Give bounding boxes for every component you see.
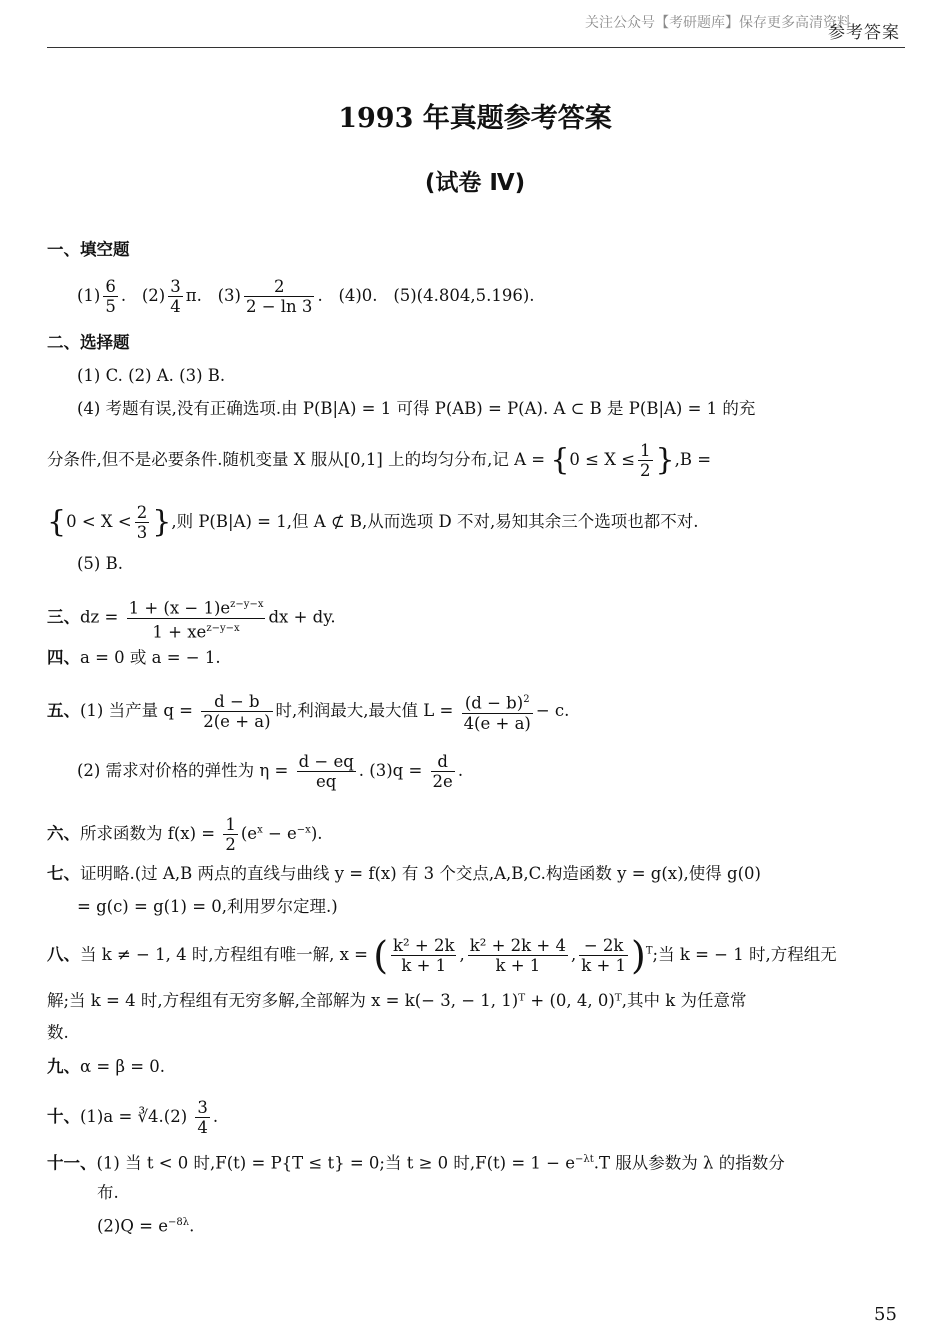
answer-4: 四、a = 0 或 a = − 1. (47, 648, 221, 667)
fill-2-label: (2) (141, 286, 166, 305)
fraction: $\frac{6}{5}$ (105, 277, 116, 316)
fill-5-answer: (5)(4.804,5.196). (393, 286, 535, 305)
answer-10: 十、(1)a = ∛4.(2) $\frac{3}{4}$ . (47, 1098, 219, 1137)
fill-answers: (1) $\frac{6}{5}$ . (2) $\frac{3}{4}$ π. (3) $\frac{2}{2 - \ln 3}$ . (4)0. (5)(4.804,5.196). (77, 277, 535, 316)
page-subtitle: (试卷 Ⅳ) (424, 170, 526, 196)
fill-3-label: (3) (217, 286, 241, 305)
answer-8-line-2: 解;当 k = 4 时,方程组有无穷多解,全部解为 x = k(− 3, − 1, 1)ᵀ + (0, 4, 0)ᵀ,其中 k 为任意常 (47, 991, 747, 1010)
answer-9: 九、α = β = 0. (47, 1057, 166, 1076)
fraction: $\frac{2}{2 - \ln 3}$ (245, 277, 313, 316)
answer-8-line-1: 八、当 k ≠ − 1, 4 时,方程组有唯一解, x = ( $\frac{\text{k² + 2k}}{k + 1}$ , $\frac{\text{k² + 2k + 4}}{k + 1}$ , $\frac{- 2k}{k + 1}$ )$^T$;当 k = − 1 时,方程组无 (47, 933, 837, 978)
header-rule (47, 47, 905, 48)
fill-4-answer: (4)0. (338, 286, 378, 305)
page-number: 55 (874, 1304, 897, 1325)
answer-5-line-1: 五、(1) 当产量 q = $\frac{d - b}{2(e + a)}$ 时,利润最大,最大值 L = $\frac{(d - b)^2}{4(e + a)}$ − c. (47, 691, 570, 733)
section-heading-1: 一、填空题 (47, 240, 130, 259)
header-label: 参考答案 (828, 23, 900, 43)
answer-11-line-1: 十一、(1) 当 t < 0 时,F(t) = P{T ≤ t} = 0;当 t ≥ 0 时$,F(t) = 1 - e^{-\lambda t}.T$ 服从参数为 λ 的指数分 (47, 1153, 785, 1173)
choice-line-5: (5) B. (77, 554, 123, 573)
choice-line-3: 分条件,但不是必要条件.随机变量 X 服从[0,1] 上的均匀分布,记 A = {0 ≤ X ≤ $\frac{1}{2}$ },B = (47, 441, 712, 480)
answer-5-line-2: (2) 需求对价格的弹性为 η = $\frac{d - eq}{eq}$ . (3)q = $\frac{d}{2e}$ . (77, 752, 464, 791)
section-heading-2: 二、选择题 (47, 333, 130, 352)
choice-line-4: {0 < X < $\frac{2}{3}$ },则 P(B|A) = 1,但 A ⊄ B,从而选项 D 不对,易知其余三个选项也都不对. (47, 503, 699, 542)
choice-line-1: (1) C. (2) A. (3) B. (77, 366, 226, 385)
answer-8-line-3: 数. (47, 1023, 69, 1042)
watermark: 关注公众号【考研题库】保存更多高清资料 (585, 15, 851, 31)
fill-1-label: (1) (77, 286, 101, 305)
answer-3: 三、dz = $1 + (x - 1)e^{z-y-x}$ $1 + xe^{z-y-x}$ dx + dy. (47, 595, 336, 641)
choice-line-2: (4) 考题有误,没有正确选项.由 P(B|A) = 1 可得 P(AB) = P(A). A ⊂ B 是 P(B|A) = 1 的充 (77, 399, 756, 418)
answer-6: 六、所求函数为 f(x) = $\frac{1}{2}$ $(e^x - e^{-x})$. (47, 815, 323, 854)
answer-7-line-2: = g(c) = g(1) = 0,利用罗尔定理.) (77, 897, 338, 916)
page-title: 1993 年真题参考答案 (338, 103, 612, 134)
answer-11-line-3: $(2)Q = e^{-8\lambda}$. (97, 1216, 195, 1236)
answer-11-line-2: 布. (97, 1183, 119, 1202)
answer-7-line-1: 七、证明略.(过 A,B 两点的直线与曲线 y = f(x) 有 3 个交点,A,B,C.构造函数 y = g(x),使得 g(0) (47, 864, 761, 883)
fraction: $\frac{3}{4}$ (170, 277, 181, 316)
